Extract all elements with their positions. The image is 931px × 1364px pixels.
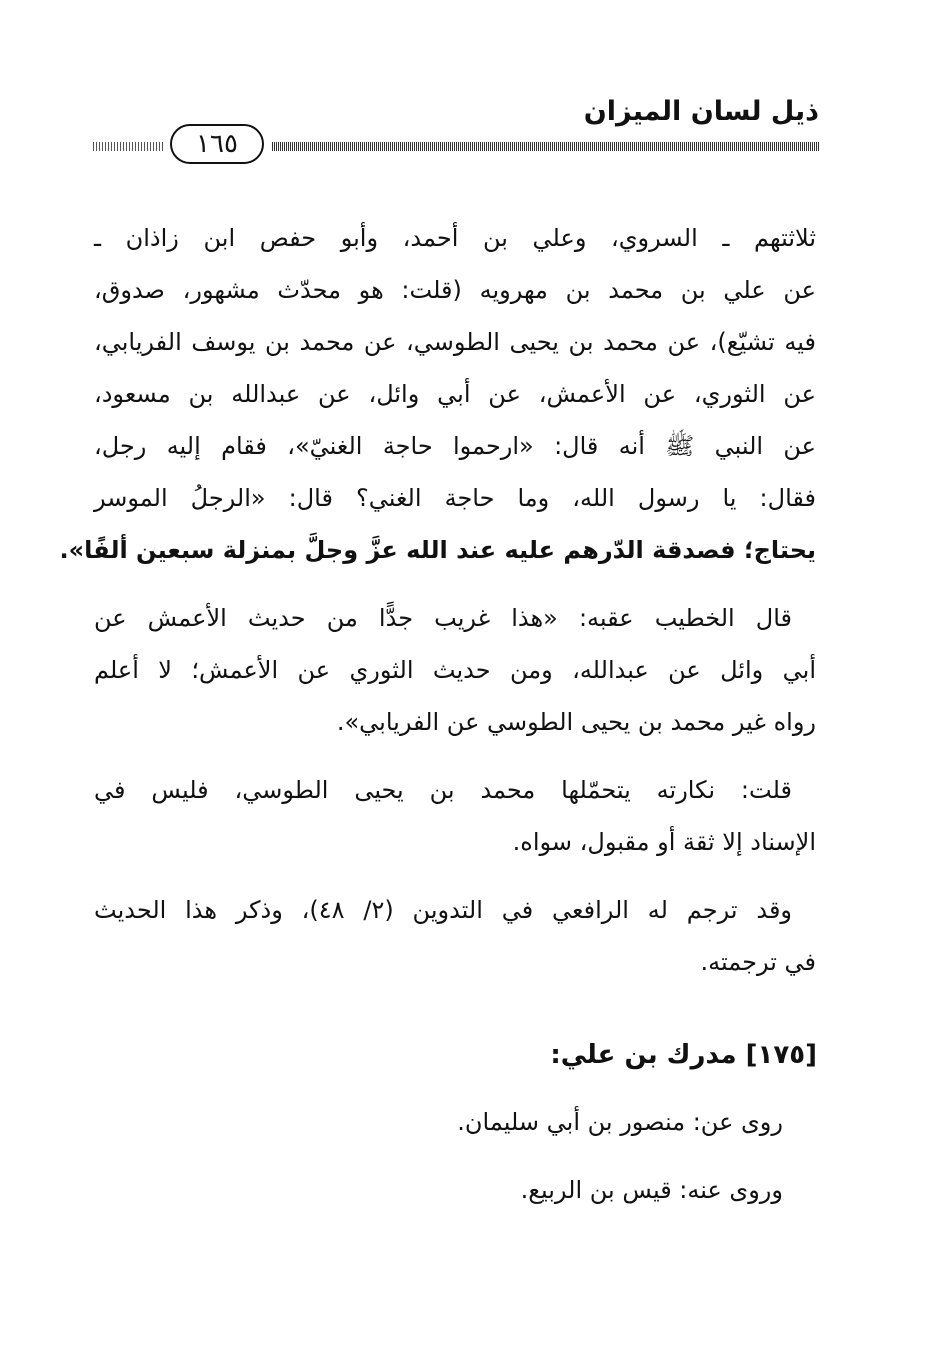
text-line: عن الثوري، عن الأعمش، عن أبي وائل، عن عبدالله بن مسعود، [94,380,816,408]
running-title: ذيل لسان الميزان [583,96,819,127]
entry-heading: [١٧٥] مدرك بن علي: [550,1040,817,1070]
narrated-by: وروى عنه: قيس بن الربيع. [520,1176,783,1204]
text-line: فقال: يا رسول الله، وما حاجة الغني؟ قال: «الرجلُ الموسر [94,484,816,512]
paragraph-rafii [94,884,816,936]
text-line: عن علي بن محمد بن مهرويه (قلت: هو محدّث مشهور، صدوق، [94,276,816,304]
text-line: وقد ترجم له الرافعي في التدوين (٢/ ٤٨)، وذكر هذا الحديث [94,896,793,924]
paragraph-khatib-cont [94,644,816,748]
text-line: فيه تشيّع)، عن محمد بن يحيى الطوسي، عن محمد بن يوسف الفريابي، [94,328,816,356]
paragraph-qultu-cont [94,816,816,868]
text-line: أبي وائل عن عبدالله، ومن حديث الثوري عن الأعمش؛ لا أعلم [94,656,816,684]
text-line: الإسناد إلا ثقة أو مقبول، سواه. [512,828,816,856]
text-line: قلت: نكارته يتحمّلها محمد بن يحيى الطوسي، فليس في [94,776,792,804]
paragraph-rafii-cont [94,936,816,988]
body-text [59,212,816,988]
header-rule-right [272,142,819,151]
narrated-from: روى عن: منصور بن أبي سليمان. [457,1108,783,1136]
text-line: رواه غير محمد بن يحيى الطوسي عن الفريابي». [336,708,816,736]
text-line: ثلاثتهم ـ السروي، وعلي بن أحمد، وأبو حفص ابن زاذان ـ [94,224,816,252]
text-line: عن النبي ﷺ أنه قال: «ارحموا حاجة الغنيّ»، فقام إليه رجل، [94,432,816,460]
page-number: ١٦٥ [170,124,264,164]
header-rule-left [93,142,163,151]
paragraph-khatib [94,592,816,644]
paragraph-hadith [59,212,816,576]
paragraph-qultu [94,764,816,816]
text-line: في ترجمته. [700,948,816,976]
text-line: يحتاج؛ فصدقة الدّرهم عليه عند الله عزَّ وجلَّ بمنزلة سبعين ألفًا». [59,536,816,564]
text-line: قال الخطيب عقبه: «هذا غريب جدًّا من حديث الأعمش عن [94,604,792,632]
